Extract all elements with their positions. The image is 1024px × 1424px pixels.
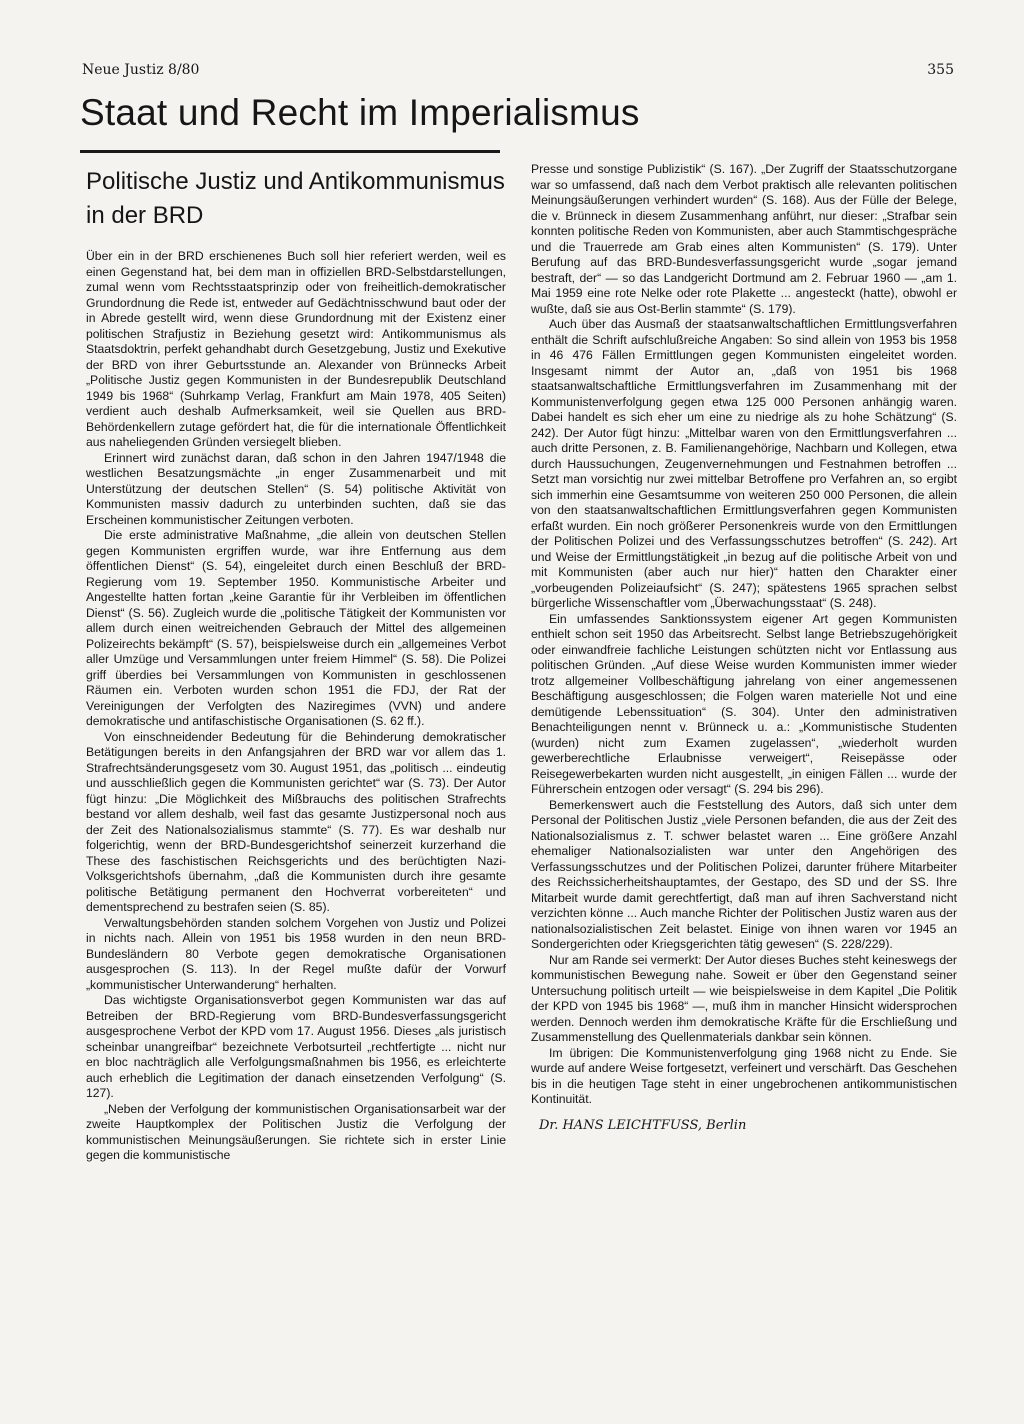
- paragraph: Bemerkenswert auch die Feststellung des Autors, daß sich unter dem Personal der Politischen Justiz „viele Personen befanden, die aus der Zeit des Nationalsozialismus z. T. schwer belastet waren ... Eine größere Anzahl ehemaliger Nationalsozialisten war unter den Angehörigen des Verfassungsschutzes und der Politischen Polizei, darunter frühere Mitarbeiter des Reichssicherheitshauptamtes, der Gestapo, des SD und der SS. Ihre Mitarbeit wurde damit gerechtfertigt, daß man auf ihren Sachverstand nicht verzichten könne ... Auch manche Richter der Politischen Justiz waren aus der nationalsozialistischen Zeit belastet. Einige von ihnen waren vor 1945 an Sondergerichten oder Kriegsgerichten tätig gewesen“ (S. 228/229).: [531, 797, 957, 951]
- article-title-line-1: Politische Justiz und Antikommunismus: [86, 168, 505, 195]
- page-header: [82, 62, 954, 84]
- journal-issue: Neue Justiz 8/80: [82, 62, 200, 78]
- paragraph: Verwaltungsbehörden standen solchem Vorgehen von Justiz und Polizei in nichts nach. Allein von 1951 bis 1958 wurden in den neun BRD-Bundesländern 80 Verbote gegen demokratische Organisationen ausgesprochen (S. 113). In der Regel mußte dafür der Vorwurf „kommunistischer Unterwanderung“ herhalten.: [86, 915, 506, 992]
- left-column: [86, 249, 506, 1164]
- paragraph: Presse und sonstige Publizistik“ (S. 167). „Der Zugriff der Staatsschutzorgane war so umfassend, daß nach dem Verbot praktisch alle relevanten politischen Meinungsäußerungen verhindert wurden“ (S. 168). Aus der Fülle der Belege, die v. Brünneck in diesem Zusammenhang anführt, nur dieser: „Strafbar sein konnten politische Reden von Kommunisten, aber auch Stammtischgespräche und die Trauerrede am Grab eines alten Kommunisten“ (S. 179). Unter Berufung auf das BRD-Bundesverfassungsgericht wurde „sogar jemand bestraft, der“ — so das Landgericht Dortmund am 2. Februar 1960 — „am 1. Mai 1959 eine rote Nelke oder rote Plakette ... angesteckt (hatte), obwohl er wußte, daß sie aus Ost-Berlin stammte“ (S. 179).: [531, 162, 957, 316]
- paragraph: Die erste administrative Maßnahme, „die allein von deutschen Stellen gegen Kommunisten ergriffen wurde, war ihre Entfernung aus dem öffentlichen Dienst“ (S. 54), eingeleitet durch einen Beschluß der BRD-Regierung vom 19. September 1950. Kommunistische Arbeiter und Angestellte hatten fortan „keine Garantie für ihr Verbleiben im öffentlichen Dienst“ (S. 56). Zugleich wurde die „politische Tätigkeit der Kommunisten vor allem durch einen weitreichenden Gebrauch der Mittel des allgemeinen Polizeirechts bekämpft“ (S. 57), beispielsweise durch ein „allgemeines Verbot aller Umzüge und Versammlungen unter freiem Himmel“ (S. 58). Die Polizei griff überdies bei Versammlungen von Kommunisten in geschlossenen Räumen ein. Verboten wurden schon 1951 die FDJ, der Rat der Vereinigungen der Verfolgten des Naziregimes (VVN) und andere demokratische und antifaschistische Organisationen (S. 62 ff.).: [86, 528, 506, 728]
- paragraph: Ein umfassendes Sanktionssystem eigener Art gegen Kommunisten enthielt schon seit 1950 das Arbeitsrecht. Selbst lange Betriebszugehörigkeit oder einwandfreie fachliche Leistungen schützten nicht vor Entlassung aus politischen Gründen. „Auf diese Weise wurden Kommunisten immer wieder trotz allgemeiner Vollbeschäftigung jahrelang von einer angemessenen Beschäftigung ausgeschlossen; die Folgen waren materielle Not und eine demütigende Lebenssituation“ (S. 304). Unter den administrativen Benachteiligungen nennt v. Brünneck u. a.: „Kommunistische Studenten (wurden) nicht zum Examen zugelassen“, „wiederholt wurden gewerberechtliche Erlaubnisse verweigert“, Reisepässe oder Reisegewerbekarten wurden nicht ausgestellt, „in einigen Fällen ... wurde der Führerschein entzogen oder versagt“ (S. 294 bis 296).: [531, 611, 957, 796]
- article-title-line-2: in der BRD: [86, 202, 204, 229]
- paragraph: Im übrigen: Die Kommunistenverfolgung ging 1968 nicht zu Ende. Sie wurde auf andere Weise fortgesetzt, verfeinert und verschärft. Das Geschehen bis in die heutigen Tage steht in einer ungebrochenen antikommunistischen Kontinuität.: [531, 1045, 957, 1106]
- paragraph: „Neben der Verfolgung der kommunistischen Organisationsarbeit war der zweite Hauptkomplex der Politischen Justiz die Verfolgung der kommunistischen Meinungsäußerungen. Sie richtete sich in erster Linie gegen die kommunistische: [86, 1101, 506, 1162]
- paragraph: Das wichtigste Organisationsverbot gegen Kommunisten war das auf Betreiben der BRD-Regierung vom BRD-Bundesverfassungsgericht ausgesprochene Verbot der KPD vom 17. August 1956. Dieses „als juristisch scheinbar unangreifbar“ bezeichnete Verbotsurteil „rechtfertigte ... nicht nur en bloc nachträglich alle Verfolgungsmaßnahmen bis 1956, es erleichterte auch erheblich die Legitimation der danach einsetzenden Verfolgung“ (S. 127).: [86, 993, 506, 1100]
- section-title: Staat und Recht im Imperialismus: [80, 92, 640, 133]
- article-title: [86, 165, 506, 233]
- author-signature: Dr. HANS LEICHTFUSS, Berlin: [539, 1117, 747, 1133]
- paragraph: Auch über das Ausmaß der staatsanwaltschaftlichen Ermittlungsverfahren enthält die Schrift aufschlußreiche Angaben: So sind allein von 1953 bis 1958 in 46 476 Fällen Ermittlungen gegen Kommunisten eingeleitet worden. Insgesamt nimmt der Autor an, „daß von 1951 bis 1968 staatsanwaltschaftliche Ermittlungsverfahren im Zusammenhang mit der Kommunistenverfolgung gegen etwa 125 000 Personen anhängig waren. Dabei handelt es sich eher um eine zu niedrige als zu hohe Schätzung“ (S. 242). Der Autor fügt hinzu: „Mittelbar waren von den Ermittlungsverfahren ... auch dritte Personen, z. B. Familienangehörige, Nachbarn und Kollegen, etwa durch Haussuchungen, Zeugenvernehmungen und Festnahmen betroffen ... Setzt man vorsichtig nur zwei mittelbar Betroffene pro Verfahren an, so ergibt sich immerhin eine Gesamtsumme von weiteren 250 000 Personen, die allein von den staatsanwaltschaftlichen Ermittlungsverfahren gegen Kommunisten erfaßt wurden. Ein noch größerer Personenkreis wurde von den Ermittlungen der Politischen Polizei und des Verfassungsschutzes betroffen“ (S. 242). Art und Weise der Ermittlungstätigkeit „in bezug auf die politische Arbeit von und mit Kommunisten (aber auch nur hier)“ hatten den Charakter einer „vorbeugenden Polizeiaufsicht“ (S. 247); spätestens 1965 sprachen selbst bürgerliche Wissenschaftler vom „Überwachungsstaat“ (S. 248).: [531, 317, 957, 610]
- title-rule: [80, 150, 500, 153]
- paragraph: Von einschneidender Bedeutung für die Behinderung demokratischer Betätigungen bereits in den Anfangsjahren der BRD war vor allem das 1. Strafrechtsänderungsgesetz vom 30. August 1951, das „politisch ... eindeutig und ausschließlich gegen die Kommunisten gerichtet“ war (S. 73). Der Autor fügt hinzu: „Die Möglichkeit des Mißbrauchs des politischen Strafrechts bestand vor allem deshalb, weil fast das gesamte Justizpersonal noch aus der Zeit des Nationalsozialismus stammte“ (S. 77). Es war deshalb nur folgerichtig, wenn der BRD-Bundesgerichtshof seinerzeit kurzerhand die These des faschistischen Reichsgerichts und des berüchtigten Nazi-Volksgerichtshofs übernahm, „daß die Kommunisten durch ihre gesamte politische Betätigung permanent den Hochverrat vorbereiteten“ und dementsprechend zu bestrafen seien (S. 85).: [86, 729, 506, 914]
- right-column: [531, 162, 957, 1133]
- paragraph: Über ein in der BRD erschienenes Buch soll hier referiert werden, weil es einen Gegenstand hat, bei dem man in offiziellen BRD-Selbstdarstellungen, zumal wenn vom Rechtsstaatsprinzip oder von freiheitlich-demokratischer Grundordnung die Rede ist, entweder auf Gedächtnisschwund baut oder der in Abrede gestellt wird, wenn diese Grundordnung mit der Existenz einer politischen Strafjustiz in Beziehung gesetzt wird: Antikommunismus als Staatsdoktrin, perfekt gehandhabt durch Gesetzgebung, Justiz und Exekutive der BRD von ihrer Geburtsstunde an. Alexander von Brünnecks Arbeit „Politische Justiz gegen Kommunisten in der Bundesrepublik Deutschland 1949 bis 1968“ (Suhrkamp Verlag, Frankfurt am Main 1978, 405 Seiten) verdient auch deshalb Aufmerksamkeit, weil sie Quellen aus BRD-Behördenkellern zutage gefördert hat, die für die internationale Öffentlichkeit aus naheliegenden Gründen versiegelt blieben.: [86, 249, 506, 449]
- paragraph: Erinnert wird zunächst daran, daß schon in den Jahren 1947/1948 die westlichen Besatzungsmächte „in enger Zusammenarbeit und mit Unterstützung der deutschen Stellen“ (S. 54) politische Aktivität von Kommunisten massiv dadurch zu unterbinden suchten, daß sie das Erscheinen kommunistischer Zeitungen verboten.: [86, 450, 506, 527]
- page-number: 355: [927, 62, 954, 78]
- paragraph: Nur am Rande sei vermerkt: Der Autor dieses Buches steht keineswegs der kommunistischen Bewegung nahe. Soweit er über den Gegenstand seiner Untersuchung politisch urteilt — wie beispielsweise in dem Kapitel „Die Politik der KPD von 1945 bis 1968“ —, muß ihm in mancher Hinsicht widersprochen werden. Dennoch werden ihm demokratische Kräfte für die Erschließung und Zusammenstellung des Quellenmaterials dankbar sein können.: [531, 952, 957, 1044]
